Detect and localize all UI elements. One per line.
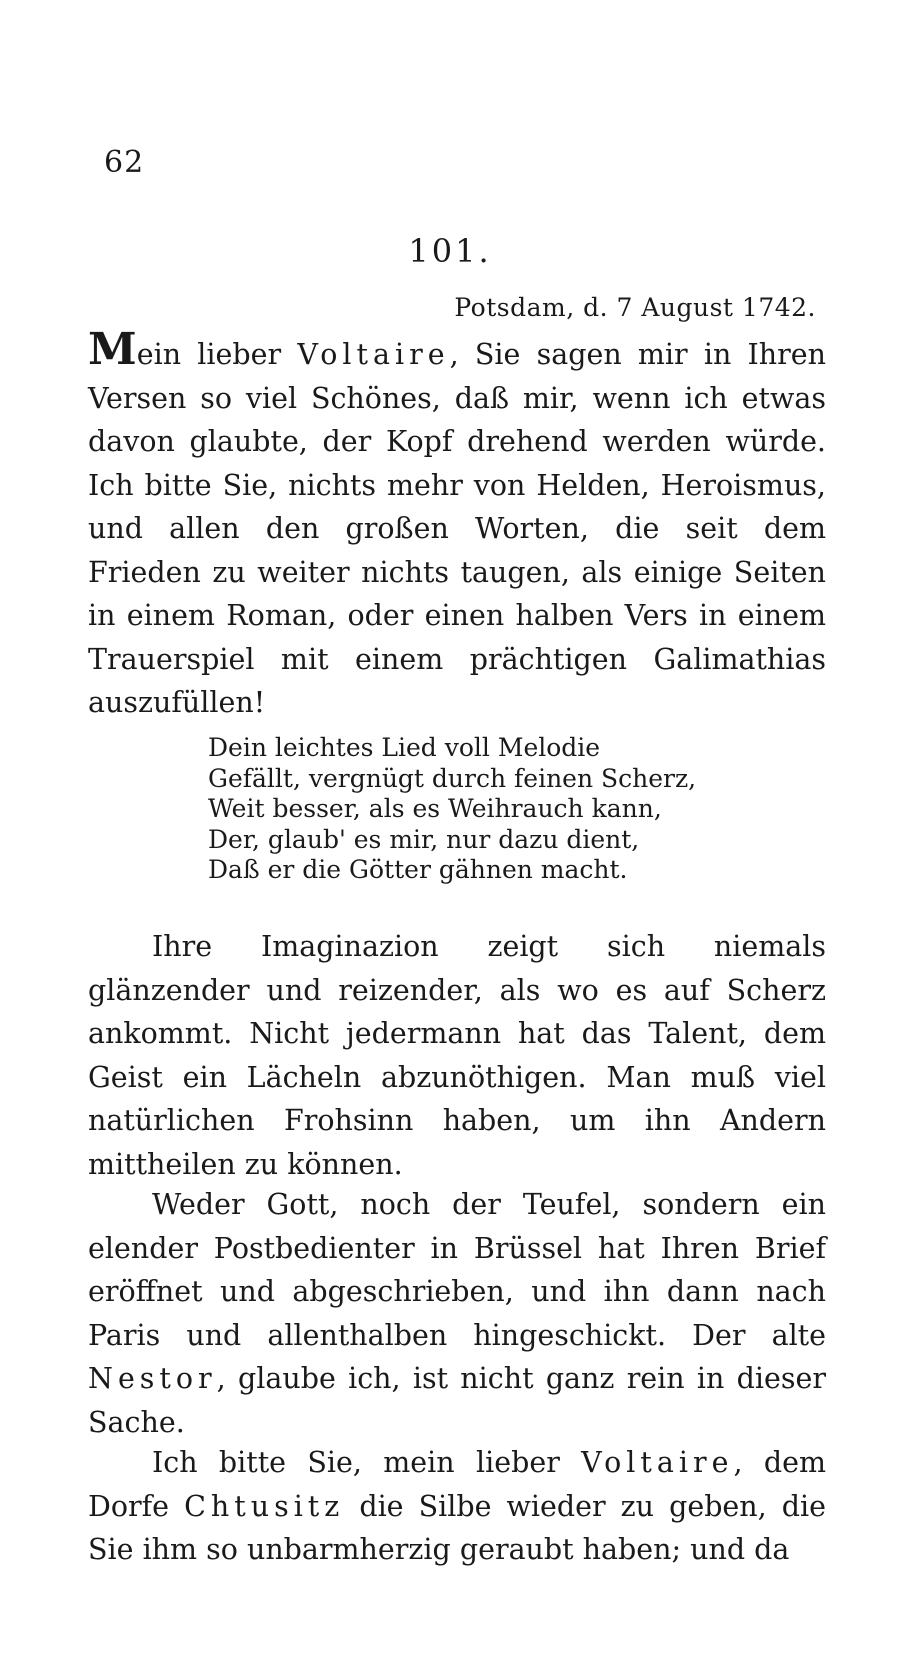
name-voltaire: Voltaire [581, 1446, 734, 1479]
paragraph-4 [88, 1441, 826, 1572]
name-voltaire: Voltaire [297, 338, 450, 371]
paragraph-1 [88, 324, 826, 725]
paragraph-4-text-c: die Silbe wieder zu geben, die Sie ihm so unbarmherzig geraubt haben; und da [88, 1489, 826, 1566]
verse-line: Gefällt, vergnügt durch feinen Scherz, [208, 763, 697, 793]
paragraph-2-text: Ihre Imaginazion zeigt sich niemals glänzender und reizender, als wo es auf Scherz ankommt. Nicht jedermann hat das Talent, dem Geist ein Lächeln abzunöthigen. Man muß viel natürlichen Frohsinn haben, um ihn Andern mittheilen zu können. [88, 930, 826, 1181]
page-number: 62 [104, 145, 145, 180]
verse-line: Der, glaub' es mir, nur dazu dient, [208, 824, 640, 854]
paragraph-1-text-a: ein lieber [136, 338, 298, 371]
paragraph-3-text-b: , glaube ich, ist nicht ganz rein in dieser Sache. [88, 1362, 826, 1439]
letter-number: 101. [408, 232, 492, 270]
verse-block [208, 733, 696, 886]
verse-line: Daß er die Götter gähnen macht. [208, 855, 628, 884]
paragraph-4-text-a: Ich bitte Sie, mein lieber [152, 1446, 582, 1479]
paragraph-4-text-b: , dem Dorfe [88, 1446, 826, 1523]
dateline: Potsdam, d. 7 August 1742. [454, 293, 816, 322]
name-nestor: Nestor [88, 1362, 217, 1395]
paragraph-3-text-a: Weder Gott, noch der Teufel, sondern ein elender Postbedienter in Brüssel hat Ihren Brief eröffnet und abgeschrieben, und ihn dann nach Paris und allenthalben hingeschickt. Der alte [88, 1188, 826, 1352]
paragraph-3 [88, 1183, 826, 1444]
verse-line: Dein leichtes Lied voll Melodie [208, 733, 601, 762]
paragraph-1-text-b: , Sie sagen mir in Ihren Versen so viel Schönes, daß mir, wenn ich etwas davon glaubte, der Kopf drehend werden würde. Ich bitte Sie, nichts mehr von Helden, Heroismus, und allen den großen Worten, die seit dem Frieden zu weiter nichts taugen, als einige Seiten in einem Roman, oder einen halben Vers in einem Trauerspiel mit einem prächtigen Galimathias auszufüllen! [88, 338, 826, 719]
paragraph-2 [88, 925, 826, 1186]
drop-initial: M [88, 324, 137, 375]
verse-line: Weit besser, als es Weihrauch kann, [208, 794, 662, 823]
name-chtusitz: Chtusitz [184, 1489, 345, 1523]
